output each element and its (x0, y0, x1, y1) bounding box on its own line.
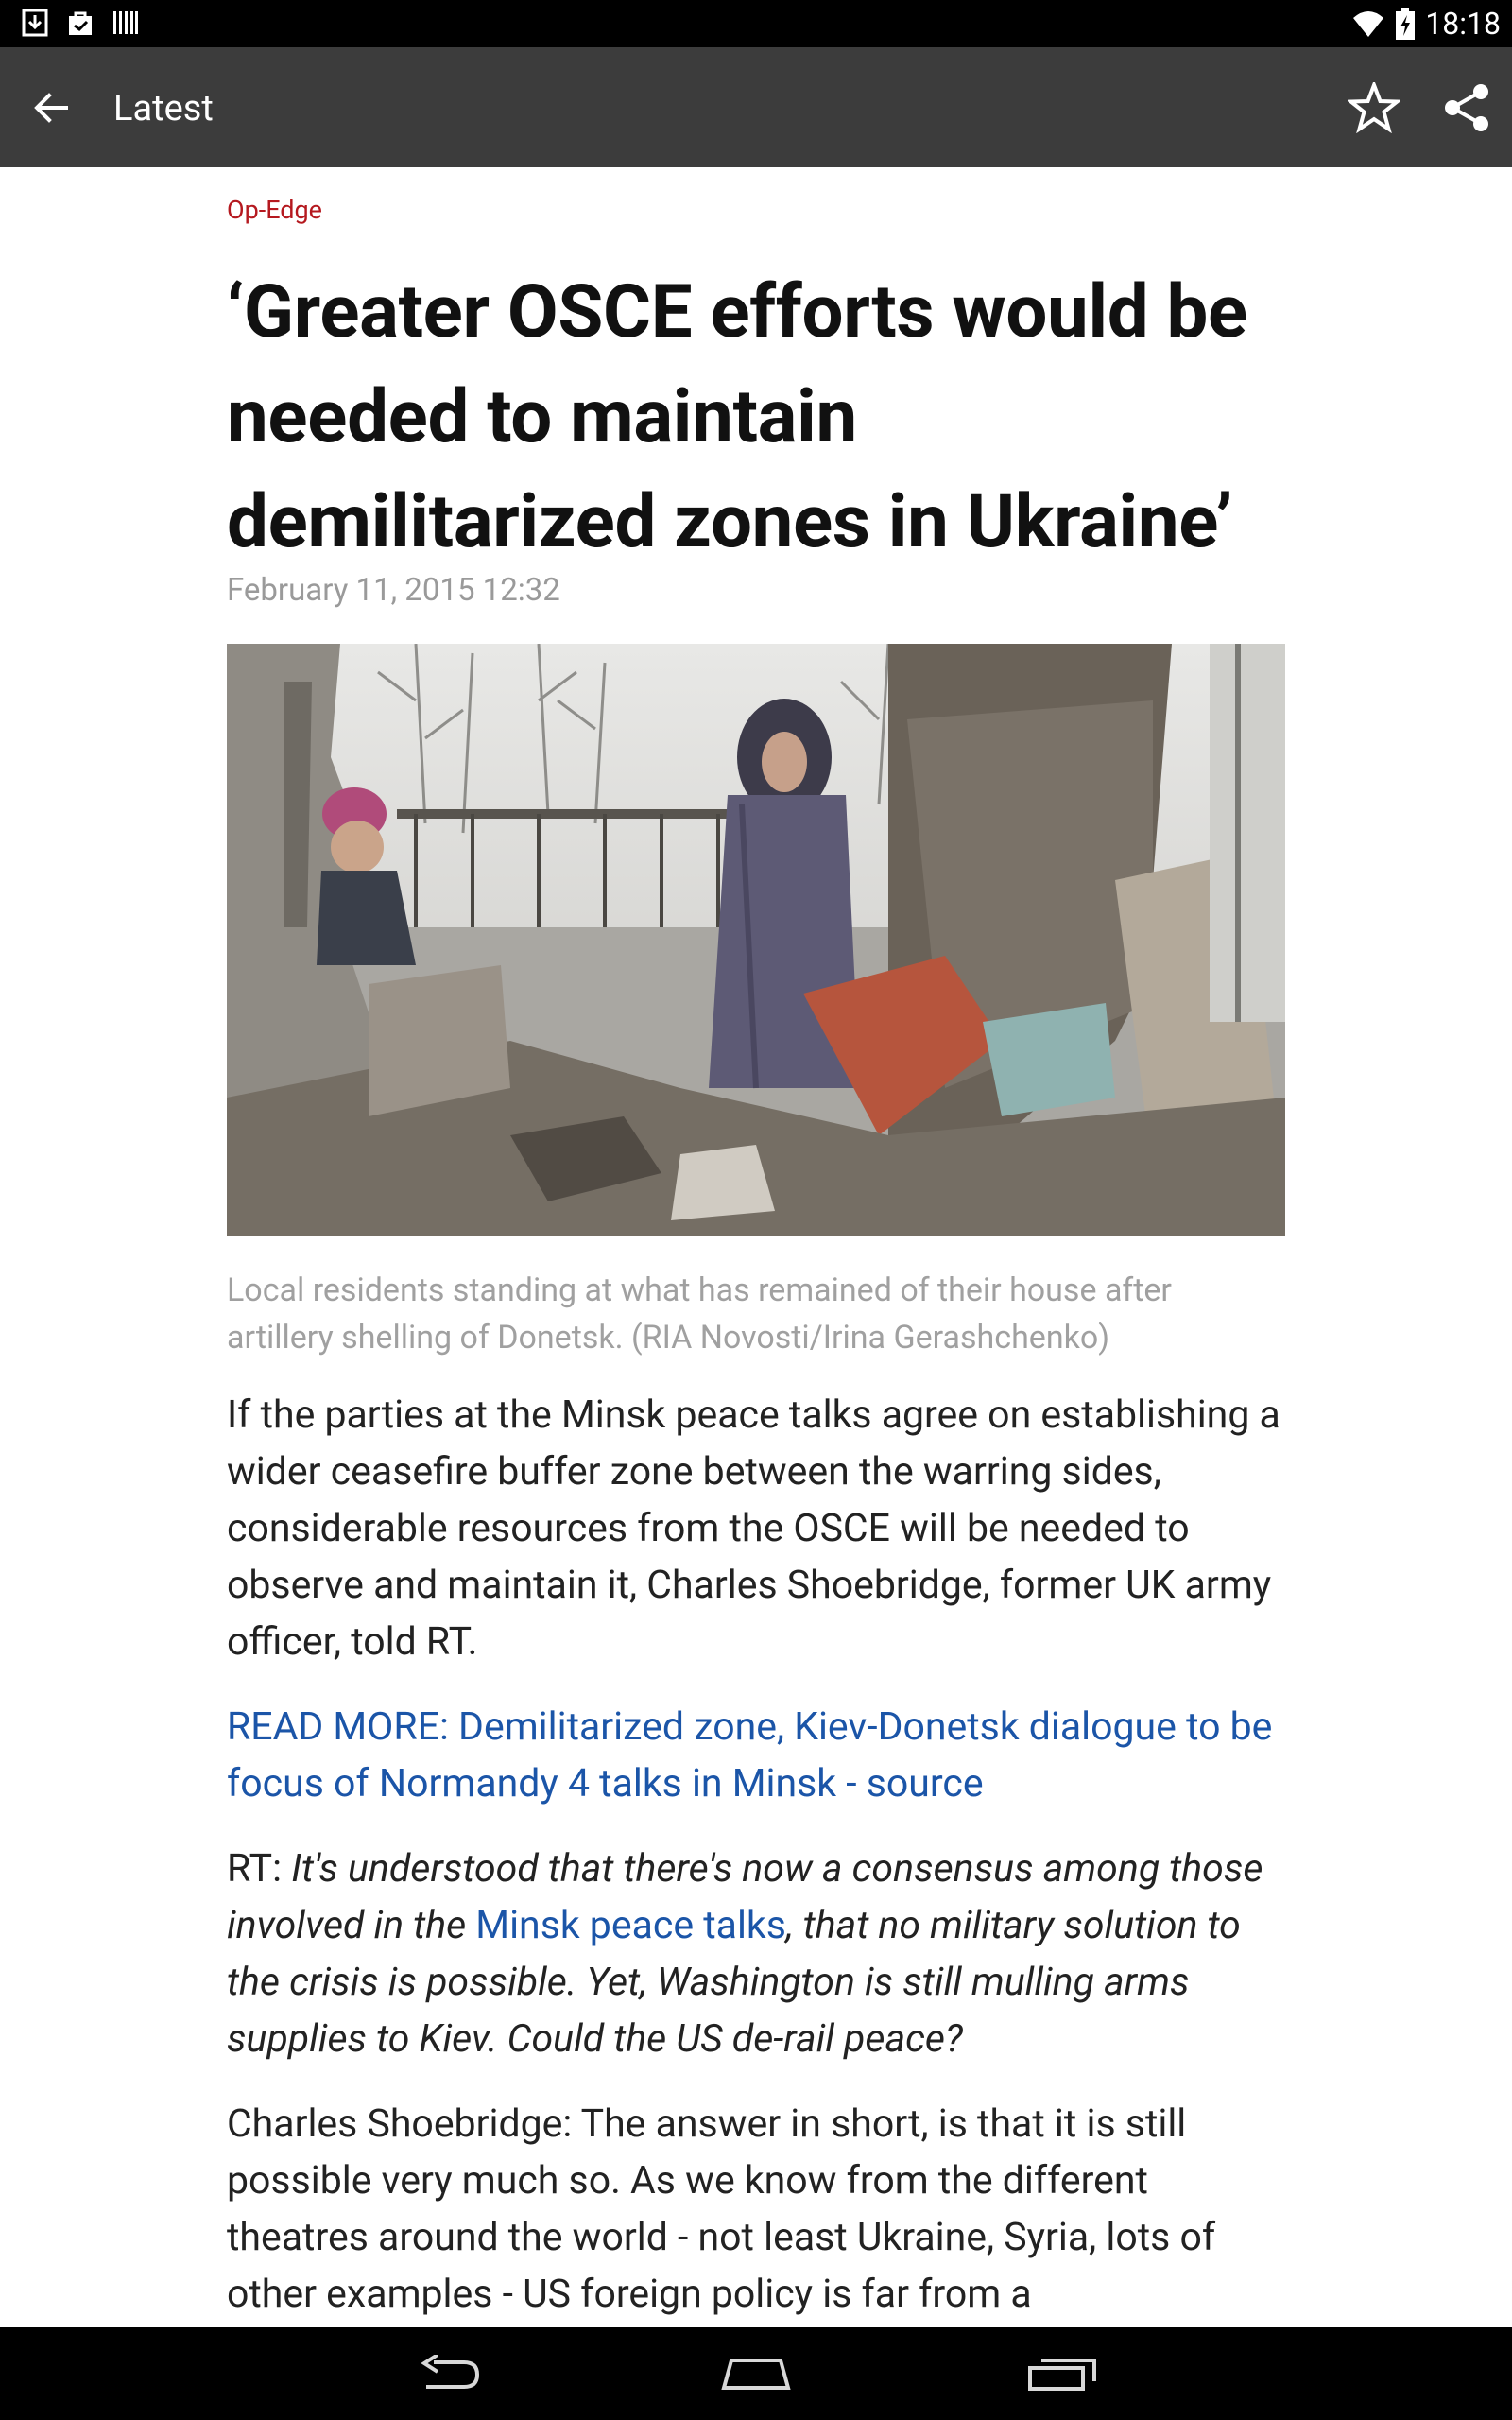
interviewer-prefix: RT: (227, 1846, 292, 1892)
star-outline-icon (1348, 82, 1400, 133)
navigation-bar (0, 2327, 1512, 2420)
status-bar (0, 0, 1512, 47)
minsk-talks-link[interactable]: Minsk peace talks (475, 1903, 786, 1948)
download-icon (21, 8, 49, 38)
read-more-link[interactable]: READ MORE: Demilitarized zone, Kiev-Donetsk dialogue to be focus of Normandy 4 talks in Minsk - source (227, 1704, 1273, 1806)
arrow-left-icon (32, 89, 70, 127)
article-headline: ‘Greater OSCE efforts would be needed to maintain demilitarized zones in Ukraine’ (227, 269, 1247, 565)
barcode-icon (112, 8, 140, 38)
back-nav-icon (417, 2355, 483, 2393)
system-status (1351, 4, 1501, 43)
battery-charging-icon (1395, 8, 1416, 40)
nav-recents-button[interactable] (1015, 2344, 1109, 2403)
notification-icons (21, 8, 140, 38)
photo-caption: Local residents standing at what has remained of their house after artillery shelling of Donetsk. (RIA Novosti/Irina Gerashchenko) (227, 1271, 1172, 1357)
article-paragraph-1: If the parties at the Minsk peace talks agree on establishing a wider ceasefire buffer zone between the warring sides, considerable resources from the OSCE will be needed to observe and maintain it, Charles Shoebridge, former UK army officer, told RT. (227, 1392, 1280, 1665)
share-icon (1441, 82, 1492, 133)
home-nav-icon (720, 2357, 792, 2391)
back-button[interactable] (21, 78, 81, 138)
question-text-1: It's understood that there's now a consensus among those involved in the (227, 1846, 1263, 1948)
nav-home-button[interactable] (709, 2344, 803, 2403)
recents-nav-icon (1026, 2355, 1098, 2393)
article-paragraph-3: Charles Shoebridge: The answer in short, is that it is still possible very much so. As we know from the different theatres around the world - not least Ukraine, Syria, lots of other examples - US foreign policy is far from a (227, 2101, 1216, 2317)
publish-date: February 11, 2015 12:32 (227, 572, 560, 609)
share-button[interactable] (1435, 76, 1499, 140)
article-question (227, 1841, 1285, 2067)
article-photo (227, 644, 1285, 1236)
wifi-icon (1351, 9, 1385, 39)
ruined-house-photo (227, 644, 1285, 1236)
favorite-button[interactable] (1342, 76, 1406, 140)
question-text-2: , that no military solution to the crisis is possible. Yet, Washington is still mulling arms supplies to Kiev. Could the US de-rail peace? (227, 1903, 1241, 2062)
app-toolbar (0, 47, 1512, 167)
category-link[interactable]: Op-Edge (227, 195, 322, 225)
toolbar-title: Latest (113, 88, 214, 130)
nav-back-button[interactable] (403, 2344, 497, 2403)
shopping-bag-icon (66, 8, 94, 38)
clock: 18:18 (1425, 6, 1501, 42)
